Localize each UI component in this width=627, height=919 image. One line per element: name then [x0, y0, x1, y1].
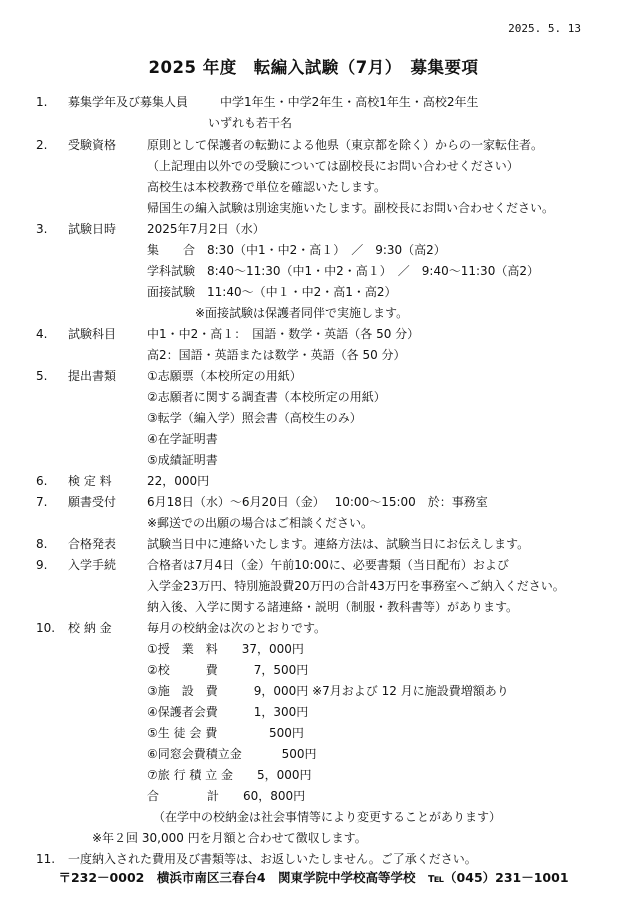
section-text: ※郵送での出願の場合はご相談ください。 [147, 516, 374, 530]
fee-row: ⑦旅 行 積 立 金 5，000円 [147, 768, 312, 782]
fee-note: ※年２回 30,000 円を月額と合わせて徴収します。 [92, 831, 367, 845]
section-text: ③転学（編入学）照会書（高校生のみ） [147, 411, 362, 425]
section-label: 校 納 金 [68, 621, 112, 635]
section-text: 帰国生の編入試験は別途実施いたします。副校長にお問い合わせください。 [147, 201, 555, 215]
section-text: 毎月の校納金は次のとおりです。 [147, 621, 327, 635]
section-number: 6. [36, 474, 48, 488]
section-label: 受験資格 [68, 138, 117, 152]
section-text: 納入後、入学に関する諸連絡・説明（制服・教科書等）があります。 [147, 600, 519, 614]
section-text: 22，000円 [147, 474, 210, 488]
section-number: 7. [36, 495, 48, 509]
section-label: 試験日時 [68, 222, 117, 236]
section-text: （在学中の校納金は社会事情等により変更することがあります） [147, 810, 502, 824]
section-text: ①志願票（本校所定の用紙） [147, 369, 302, 383]
section-text: 学科試験 8:40～11:30（中1・中2・高１） ／ 9:40～11:30（高2） [147, 264, 539, 278]
section-text: ②志願者に関する調査書（本校所定の用紙） [147, 390, 386, 404]
section-text: 原則として保護者の転勤による他県（東京都を除く）からの一家転住者。 [147, 138, 544, 152]
section-text: 6月18日（水）～6月20日（金） 10:00～15:00 於：事務室 [147, 495, 488, 509]
fee-row: ①授 業 料 37，000円 [147, 642, 304, 656]
section-text: 中学1年生・中学2年生・高校1年生・高校2年生 [220, 95, 479, 109]
section-text: 面接試験 11:40～（中１・中2・高1・高2） [147, 285, 397, 299]
fee-row: ④保護者会費 1，300円 [147, 705, 309, 719]
section-text: 一度納入された費用及び書類等は、お返しいたしません。ご了承ください。 [68, 852, 477, 866]
section-number: 9. [36, 558, 48, 572]
section-number: 3. [36, 222, 48, 236]
section-text: 高校生は本校教務で単位を確認いたします。 [147, 180, 387, 194]
section-text: ※面接試験は保護者同伴で実施します。 [147, 306, 409, 320]
section-number: 11. [36, 852, 56, 866]
section-text: 中1・中2・高１： 国語・数学・英語（各 50 分） [147, 327, 420, 341]
section-text: ④在学証明書 [147, 432, 218, 446]
section-label: 提出書類 [68, 369, 117, 383]
section-label: 合格発表 [68, 537, 117, 551]
section-text: 入学金23万円、特別施設費20万円の合計43万円を事務室へご納入ください。 [147, 579, 565, 593]
section-number: 4. [36, 327, 48, 341]
section-text: ⑤成績証明書 [147, 453, 218, 467]
fee-total: 合 計 60，800円 [147, 789, 306, 803]
section-text: 高2：国語・英語または数学・英語（各 50 分） [147, 348, 406, 362]
section-label: 募集学年及び募集人員 [68, 95, 189, 109]
fee-row: ③施 設 費 9，000円 ※7月および 12 月に施設費増額あり [147, 684, 509, 698]
section-number: 5. [36, 369, 48, 383]
section-label: 検 定 料 [68, 474, 112, 488]
section-number: 1. [36, 95, 48, 109]
section-number: 2. [36, 138, 48, 152]
fee-row: ②校 費 7，500円 [147, 663, 309, 677]
section-text: 合格者は7月4日（金）午前10:00に、必要書類（当日配布）および [147, 558, 509, 572]
section-text: 集 合 8:30（中1・中2・高１） ／ 9:30（高2） [147, 243, 446, 257]
fee-row: ⑤生 徒 会 費 500円 [147, 726, 304, 740]
section-number: 8. [36, 537, 48, 551]
section-number: 10. [36, 621, 56, 635]
date: 2025. 5. 13 [508, 22, 581, 35]
section-label: 入学手続 [68, 558, 117, 572]
section-label: 試験科目 [68, 327, 117, 341]
section-text: （上記理由以外での受験については副校長にお問い合わせください） [147, 159, 519, 173]
page-title: 2025 年度 転編入試験（7月） 募集要項 [148, 58, 479, 77]
fee-row: ⑥同窓会費積立金 500円 [147, 747, 317, 761]
section-text: いずれも若干名 [208, 116, 293, 130]
school-address-footer: 〒232－0002 横浜市南区三春台4 関東学院中学校高等学校 ℡（045）231－1001 [58, 870, 569, 885]
section-text: 試験当日中に連絡いたします。連絡方法は、試験当日にお伝えします。 [147, 537, 530, 551]
section-text: 2025年7月2日（水） [147, 222, 265, 236]
section-label: 願書受付 [68, 495, 117, 509]
